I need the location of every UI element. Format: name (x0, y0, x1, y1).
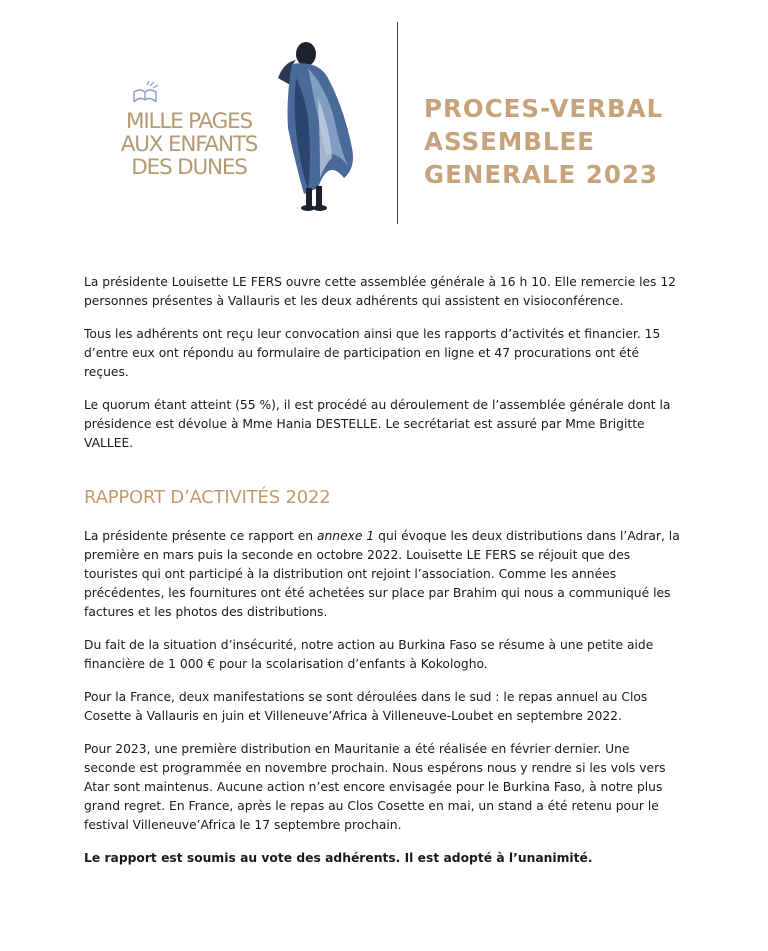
page-header (0, 0, 768, 240)
title-line-1: PROCES-VERBAL (424, 94, 664, 123)
intro-paragraph-quorum: Le quorum étant atteint (55 %), il est procédé au déroulement de l’assemblée générale dont la présidence est dévolue à Mme Hania DESTELLE. Le secrétariat est assuré par Mme Brigitte VALLEE. (84, 398, 671, 450)
activity-paragraph-vote: Le rapport est soumis au vote des adhérents. Il est adopté à l’unanimité. (84, 851, 593, 865)
annex-text-before: La présidente présente ce rapport en (84, 529, 317, 543)
annex-text-after: qui évoque les deux distributions dans l’Adrar, la première en mars puis la seconde en octobre 2022. Louisette LE FERS se réjouit que des touristes qui ont participé à la distribution ont rejoint l’association. Comme les années précédentes, les fournitures ont été achetées sur place par Brahim qui nous a communiqué les factures et les photos des distributions. (84, 529, 680, 619)
logo-line-2: AUX ENFANTS (120, 132, 258, 157)
activity-paragraph-2023: Pour 2023, une première distribution en Mauritanie a été réalisée en février dernier. Une seconde est programmée en novembre prochain. Nous espérons nous y rendre si les vols vers Atar sont maintenus. Aucune action n’est encore envisagée pour le Burkina Faso, à notre plus grand regret. En France, après le repas au Clos Cosette en mai, un stand a été retenu pour le festival Villeneuve’Africa le 17 septembre prochain. (84, 742, 666, 832)
activity-paragraph-annex (84, 527, 684, 622)
title-line-2: ASSEMBLEE (424, 127, 596, 156)
association-logo (108, 30, 378, 220)
section-heading-activity-report: RAPPORT D’ACTIVITÉS 2022 (84, 487, 331, 508)
document-title (424, 92, 744, 191)
logo-line-3: DES DUNES (131, 155, 247, 180)
book-icon (128, 80, 162, 110)
activity-paragraph-france: Pour la France, deux manifestations se sont déroulées dans le sud : le repas annuel au Clos Cosette à Vallauris en juin et Villeneuve’Africa à Villeneuve-Loubet en septembre 2022. (84, 690, 648, 723)
header-divider (397, 22, 398, 224)
logo-wordmark (114, 110, 264, 179)
intro-paragraph-opening: La présidente Louisette LE FERS ouvre cette assemblée générale à 16 h 10. Elle remercie les 12 personnes présentes à Vallauris et les deux adhérents qui assistent en visioconférence. (84, 275, 677, 308)
annex-reference: annexe 1 (316, 529, 375, 543)
document-body (84, 273, 684, 882)
activity-paragraph-burkina: Du fait de la situation d’insécurité, notre action au Burkina Faso se résume à une petite aide financière de 1 000 € pour la scolarisation d’enfants à Kokologho. (84, 638, 654, 671)
robed-figure-image (248, 38, 358, 213)
title-line-3: GENERALE 2023 (424, 160, 658, 189)
intro-paragraph-convocation: Tous les adhérents ont reçu leur convocation ainsi que les rapports d’activités et financier. 15 d’entre eux ont répondu au formulaire de participation en ligne et 47 procurations ont été reçues. (84, 327, 661, 379)
logo-line-1: MILLE PAGES (126, 109, 252, 134)
